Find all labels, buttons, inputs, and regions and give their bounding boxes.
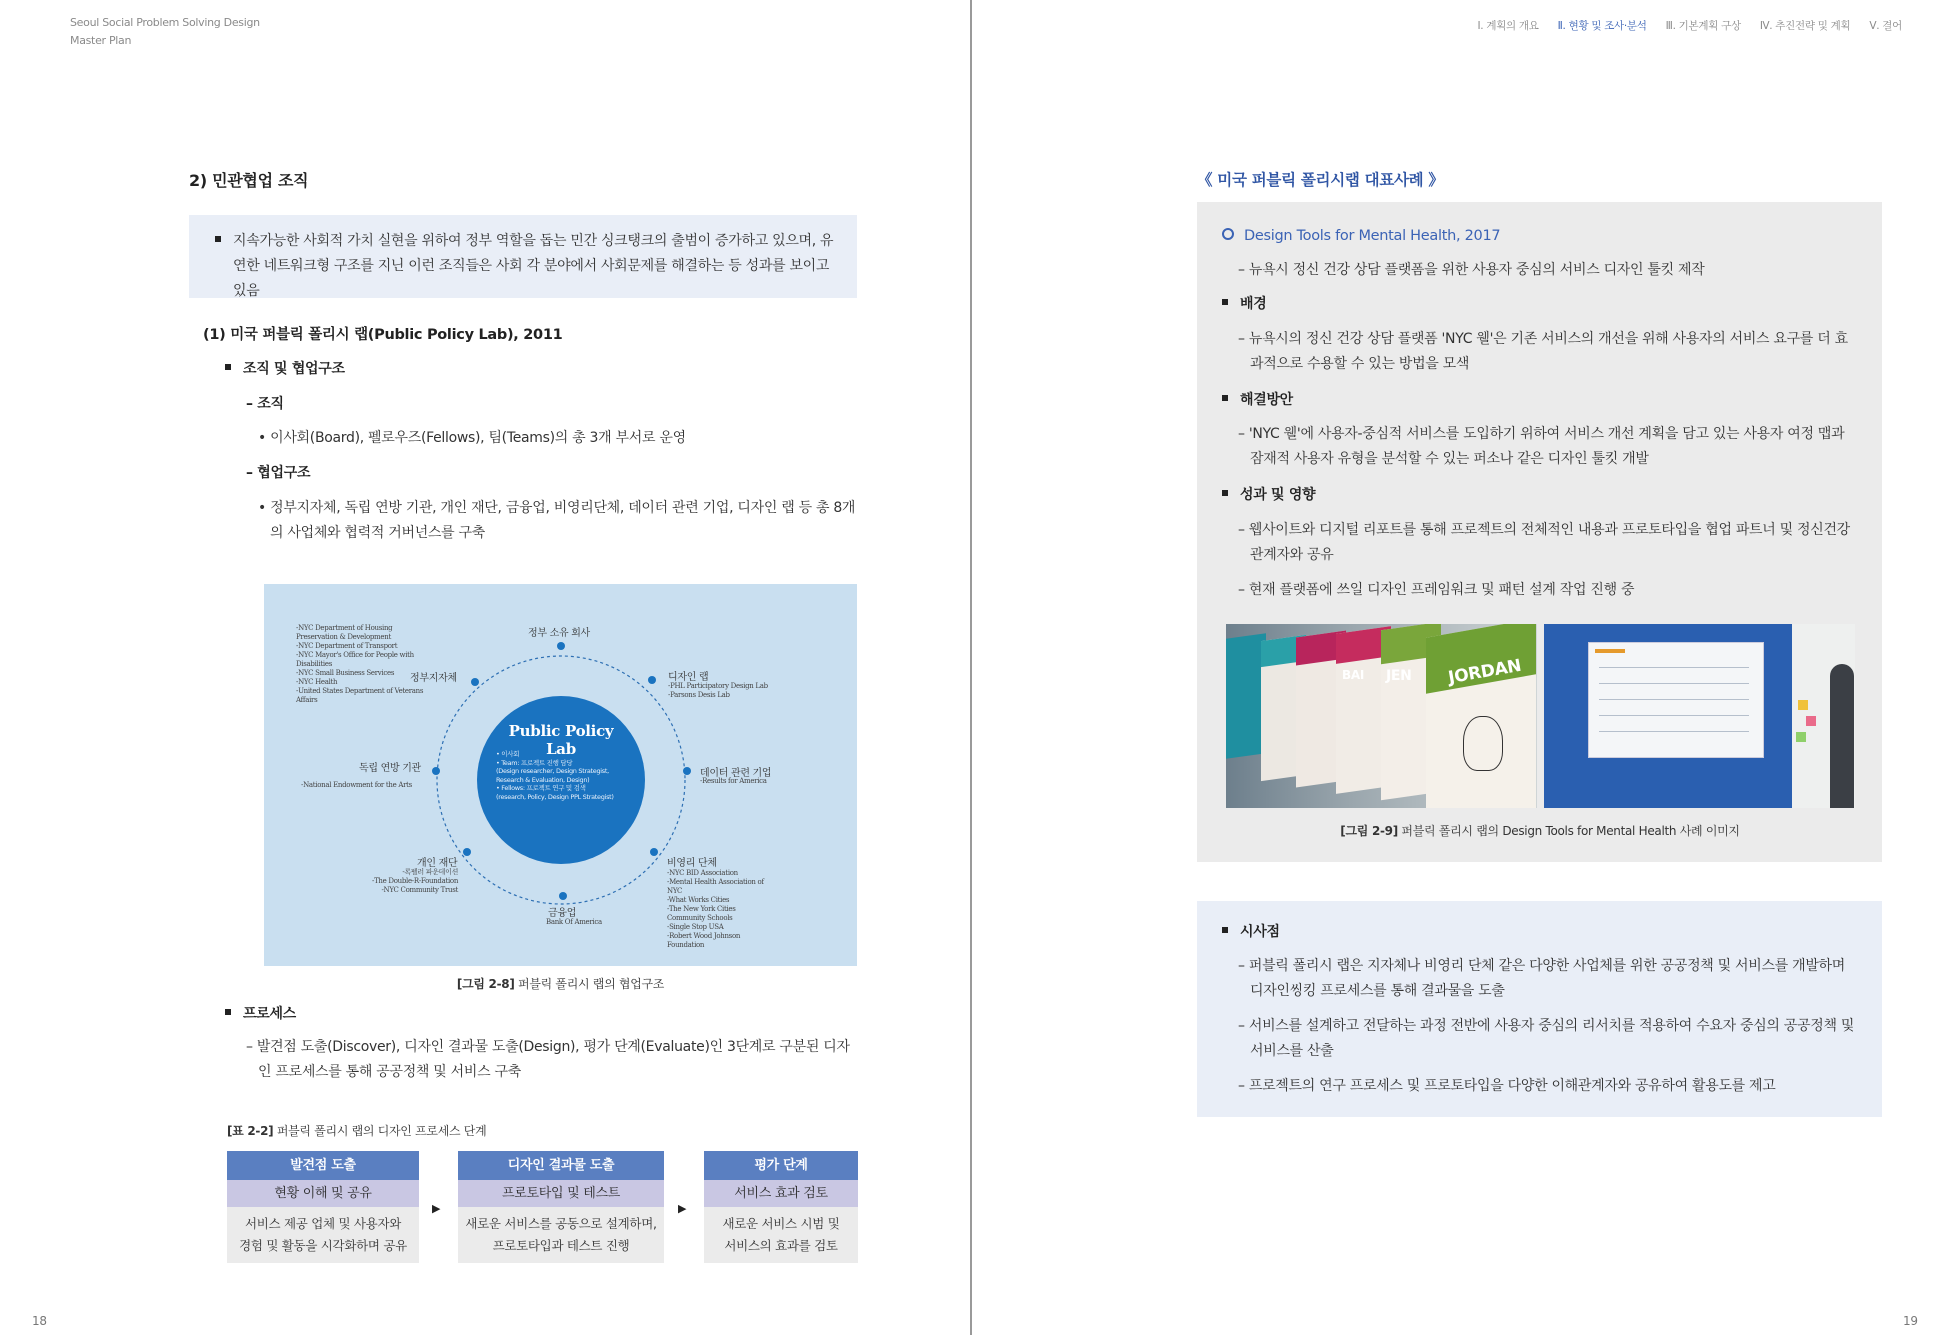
org-heading: 조직 및 협업구조 [225, 358, 345, 378]
stage-evaluate [704, 1151, 858, 1263]
nav-item-3[interactable]: Ⅲ. 기본계획 구상 [1665, 20, 1741, 32]
node-design-items: -PHL Participatory Design Lab -Parsons Desis Lab [668, 682, 768, 699]
node-gov-label: 정부지자체 [410, 673, 457, 684]
collaboration-diagram [264, 584, 857, 966]
node-bank-items: Bank Of America [546, 918, 602, 926]
process-text: – 발견점 도출(Discover), 디자인 결과물 도출(Design), 평가 단계(Evaluate)인 3단계로 구분된 디자인 프로세스를 통해 공공정책 및 서비스 구축 [246, 1039, 850, 1080]
bullet-square-icon [1222, 927, 1228, 933]
table-2-2-caption: [표 2-2] 퍼블릭 폴리시 랩의 디자인 프로세스 단계 [227, 1124, 487, 1138]
bullet-square-icon [1222, 395, 1228, 401]
collab-item: • 정부지자체, 독립 연방 기관, 개인 재단, 금융업, 비영리단체, 데이터 관련 기업, 디자인 랩 등 총 8개의 사업체와 협력적 거버넌스를 구축 [258, 500, 856, 541]
stage-desc: 새로운 서비스를 공동으로 설계하며, 프로토타입과 테스트 진행 [458, 1207, 664, 1263]
intro-box [189, 215, 857, 298]
node-gov-items: -NYC Department of Housing Preservation & Development -NYC Department of Transport -NYC Mayor's Office for People with Disabilities -NYC Small Business Services -NYC Health -United States Department of Veterans Affairs [296, 624, 424, 704]
case-desc: – 뉴욕시 정신 건강 상담 플랫폼을 위한 사용자 중심의 서비스 디자인 툴킷 제작 [1238, 262, 1705, 278]
implications-text-3: – 프로젝트의 연구 프로세스 및 프로토타입을 다양한 이해관계자와 공유하여 활용도를 제고 [1238, 1078, 1776, 1094]
arrow-right-icon: ▶ [678, 1202, 687, 1215]
node-top-label: 정부 소유 회사 [528, 628, 590, 639]
subsection-title: (1) 미국 퍼블릭 폴리시 랩(Public Policy Lab), 2011 [203, 327, 563, 343]
portrait-sketch [1463, 716, 1503, 771]
header-line-1: Seoul Social Problem Solving Design [70, 16, 260, 29]
nav-item-5[interactable]: Ⅴ. 결어 [1869, 20, 1902, 32]
chapter-nav [1461, 17, 1902, 35]
node-fed-items: -National Endowment for the Arts [301, 781, 412, 789]
background-heading: 배경 [1222, 293, 1266, 313]
bullet-square-icon [1222, 490, 1228, 496]
stage-title: 디자인 결과물 도출 [458, 1151, 664, 1180]
org-item: • 이사회(Board), 펠로우즈(Fellows), 팀(Teams)의 총 3개 부서로 운영 [258, 430, 686, 446]
nav-item-4[interactable]: Ⅳ. 추진전략 및 계획 [1759, 20, 1851, 32]
nav-item-1[interactable]: Ⅰ. 계획의 개요 [1477, 20, 1539, 32]
stage-design [458, 1151, 664, 1263]
stage-desc: 서비스 제공 업체 및 사용자와 경험 및 활동을 시각화하며 공유 [227, 1207, 419, 1263]
persona-cards-photo [1226, 624, 1537, 808]
card-label: JEN [1386, 668, 1412, 684]
node-data-items: -Results for America [700, 777, 767, 785]
stage-desc: 새로운 서비스 시범 및 서비스의 효과를 검토 [704, 1207, 858, 1263]
nav-item-2[interactable]: Ⅱ. 현황 및 조사·분석 [1557, 20, 1647, 32]
stage-title: 발견점 도출 [227, 1151, 419, 1180]
node-found-items: -록펠러 파운데이션 -The Double-R-Foundation -NYC Community Trust [372, 868, 459, 894]
page-number-left: 18 [32, 1314, 47, 1328]
node-data-label: 데이터 관련 기업 [700, 768, 772, 779]
header-line-2: Master Plan [70, 34, 132, 47]
arrow-right-icon: ▶ [432, 1202, 441, 1215]
result-heading: 성과 및 영향 [1222, 484, 1315, 504]
figure-2-9-caption: [그림 2-9] 퍼블릭 폴리시 랩의 Design Tools for Mental Health 사례 이미지 [1340, 824, 1740, 838]
figure-2-8-caption: [그림 2-8] 퍼블릭 폴리시 랩의 협업구조 [456, 977, 665, 991]
solution-text: – 'NYC 웰'에 사용자-중심적 서비스를 도입하기 위하여 서비스 개선 계획을 담고 있는 사용자 여정 맵과 잠재적 사용자 유형을 분석할 수 있는 퍼소나 같은 디자인 툴킷 개발 [1238, 426, 1845, 467]
org-label: – 조직 [246, 396, 284, 412]
node-fed-label: 독립 연방 기관 [359, 763, 421, 774]
journey-map-photo [1544, 624, 1855, 808]
stage-title: 평가 단계 [704, 1151, 858, 1180]
page-number-right: 19 [1903, 1314, 1918, 1328]
stage-sub: 현황 이해 및 공유 [227, 1180, 419, 1207]
result-text-2: – 현재 플랫폼에 쓰일 디자인 프레임워크 및 패턴 설계 작업 진행 중 [1238, 582, 1635, 598]
result-text-1: – 웹사이트와 디지털 리포트를 통해 프로젝트의 전체적인 내용과 프로토타입을 협업 파트너 및 정신건강 관계자와 공유 [1238, 522, 1850, 563]
section-title: 2) 민관협업 조직 [189, 171, 309, 190]
background-text: – 뉴욕시의 정신 건강 상담 플랫폼 'NYC 웰'은 기존 서비스의 개선을 위해 사용자의 서비스 요구를 더 효과적으로 수용할 수 있는 방법을 모색 [1238, 331, 1848, 372]
implications-text-2: – 서비스를 설계하고 전달하는 과정 전반에 사용자 중심의 리서치를 적용하여 수요자 중심의 공공정책 및 서비스를 산출 [1238, 1018, 1855, 1059]
process-heading: 프로세스 [225, 1003, 296, 1023]
page-divider [970, 0, 972, 1335]
card-label: JORDAN [1446, 655, 1523, 689]
stage-sub: 서비스 효과 검토 [704, 1180, 858, 1207]
case-name: Design Tools for Mental Health, 2017 [1244, 228, 1501, 244]
stage-sub: 프로토타입 및 테스트 [458, 1180, 664, 1207]
bullet-square-icon [1222, 299, 1228, 305]
circle-bullet-icon [1222, 228, 1234, 240]
solution-heading: 해결방안 [1222, 389, 1293, 409]
implications-heading: 시사점 [1222, 921, 1280, 941]
case-title: 《 미국 퍼블릭 폴리시랩 대표사례 》 [1197, 171, 1444, 189]
bullet-square-icon [225, 1009, 231, 1015]
bullet-square-icon [225, 364, 231, 370]
stage-discover [227, 1151, 419, 1263]
doc-header [70, 14, 260, 50]
case-name-row [1222, 228, 1500, 244]
node-nonprofit-items: -NYC BID Association -Mental Health Association of NYC -What Works Cities -The New York Cities Community Schools -Single Stop USA -Robert Wood Johnson Foundation [667, 869, 764, 949]
intro-text: 지속가능한 사회적 가치 실현을 위하여 정부 역할을 돕는 민간 싱크탱크의 출범이 증가하고 있으며, 유연한 네트워크형 구조를 지닌 이런 조직들은 사회 각 분야에서 사회문제를 해결하는 등 성과를 보이고 있음 [233, 233, 834, 299]
bullet-square-icon [215, 236, 221, 242]
node-found-label: 개인 재단 [417, 858, 458, 869]
node-bank-label: 금융업 [548, 908, 577, 919]
node-nonprofit-label: 비영리 단체 [667, 858, 717, 869]
implications-text-1: – 퍼블릭 폴리시 랩은 지자체나 비영리 단체 같은 다양한 사업체를 위한 공공정책 및 서비스를 개발하며 디자인씽킹 프로세스를 통해 결과물을 도출 [1238, 958, 1845, 999]
card-label: BAI [1342, 668, 1364, 682]
collab-label: – 협업구조 [246, 465, 311, 481]
node-design-label: 디자인 랩 [668, 672, 709, 683]
diagram-center-text: • 이사회 • Team: 프로젝트 진행 담당 (Design researcher, Design Strategist, Research & Evaluation, Design) • Fellows: 프로젝트 연구 및 검색 (research, Policy, Design PPL Strategist) [496, 750, 614, 801]
diagram-center-title: Public Policy Lab [508, 722, 614, 758]
